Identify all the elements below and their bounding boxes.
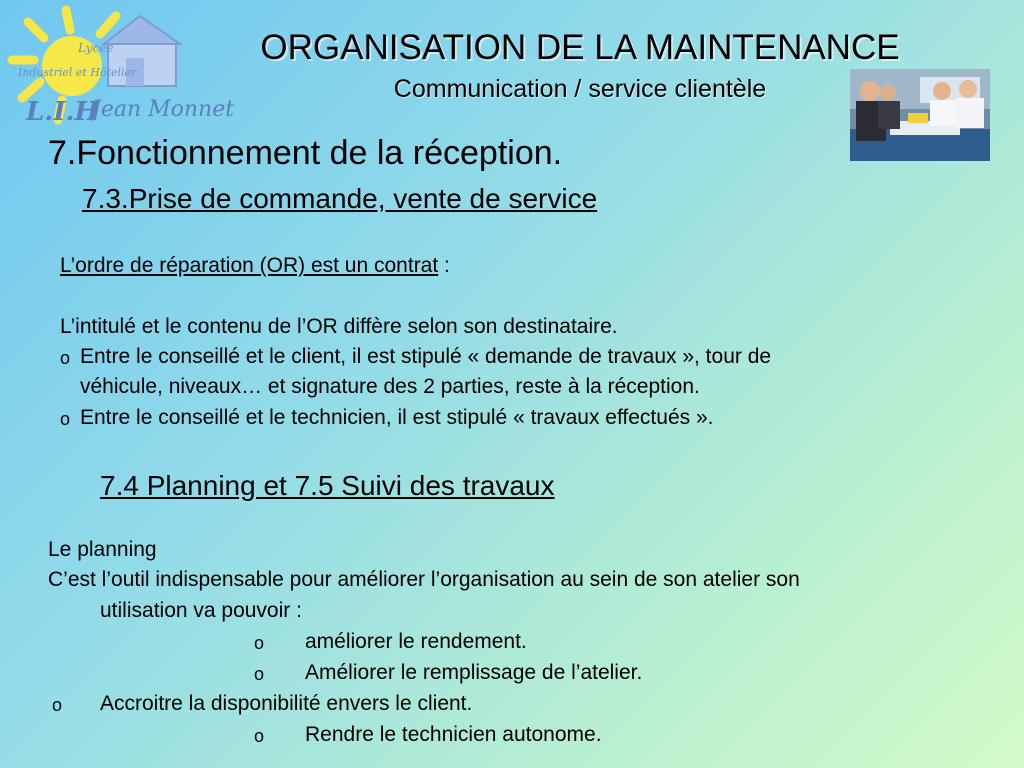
bullet-marker: o [60, 409, 71, 429]
or-contract-suffix: : [438, 254, 450, 277]
subsection-heading-7-3: 7.3.Prise de commande, vente de service [82, 183, 598, 214]
svg-text:Industriel et Hôtelier: Industriel et Hôtelier [18, 66, 137, 79]
bullet-2: Entre le conseillé et le technicien, il est stipulé « travaux effectués ». [80, 406, 714, 429]
planning-item: Accroitre la disponibilité envers le client. [100, 692, 473, 715]
bullet-marker: o [254, 726, 265, 746]
svg-text:Lycée: Lycée [78, 41, 114, 55]
planning-line-2: utilisation va pouvoir : [100, 599, 302, 622]
bullet-1-line-1: Entre le conseillé et le client, il est stipulé « demande de travaux », tour de [80, 345, 772, 368]
photo-image-icon [850, 69, 990, 161]
sun-house-logo-icon [8, 2, 235, 130]
page-subtitle: Communication / service clientèle [393, 75, 767, 103]
bullet-marker: o [60, 348, 71, 368]
svg-text:L.I.H: L.I.H [26, 97, 100, 127]
svg-text:Jean Monnet: Jean Monnet [92, 97, 235, 122]
bullet-1-line-2: véhicule, niveaux… et signature des 2 parties, reste à la réception. [80, 375, 700, 398]
planning-item: Améliorer le remplissage de l’atelier. [305, 661, 643, 684]
planning-line-1: C’est l’outil indispensable pour améliorer l’organisation au sein de son atelier son [48, 568, 800, 591]
intitule-paragraph: L’intitulé et le contenu de l’OR diffère selon son destinataire. [60, 315, 618, 338]
or-contract-label: L’ordre de réparation (OR) est un contrat [60, 254, 439, 277]
school-logo [8, 2, 235, 130]
planning-label: Le planning [48, 538, 157, 561]
bullet-marker: o [52, 695, 63, 715]
bullet-marker: o [254, 633, 265, 653]
planning-item: Rendre le technicien autonome. [305, 723, 602, 746]
bullet-marker: o [254, 664, 265, 684]
subsection-heading-7-4: 7.4 Planning et 7.5 Suivi des travaux [100, 470, 555, 501]
page-title: ORGANISATION DE LA MAINTENANCE [260, 28, 900, 67]
reception-photo [850, 69, 990, 161]
planning-item: améliorer le rendement. [305, 630, 527, 653]
section-heading: 7.Fonctionnement de la réception. [48, 134, 563, 172]
or-contract-line [60, 251, 450, 281]
